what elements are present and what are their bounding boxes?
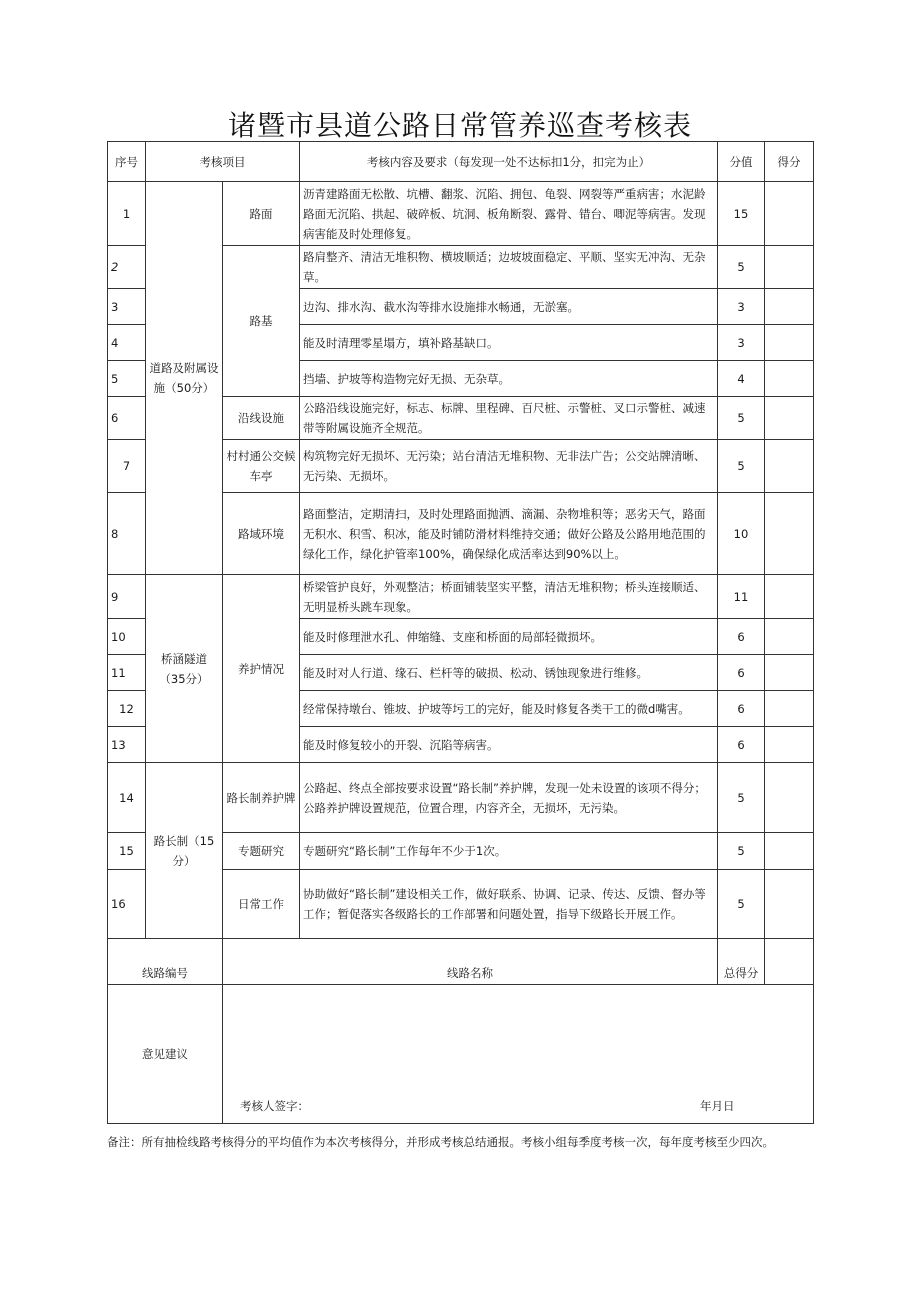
- row-content: 公路起、终点全部按要求设置“路长制”养护牌，发现一处未设置的该项不得分；公路养护牌设置规范，位置合理，内容齐全，无损坏，无污染。: [300, 763, 718, 833]
- row-score: 6: [718, 619, 765, 655]
- row-content: 路肩整齐、清洁无堆积物、横坡顺适；边坡坡面稳定、平顺、坚实无冲沟、无杂草。: [300, 246, 718, 289]
- opinion-label: 意见建议: [108, 985, 223, 1124]
- row-content: 构筑物完好无损坏、无污染；站台清洁无堆积物、无非法广告；公交站牌清晰、无污染、无损坏。: [300, 440, 718, 493]
- row-got: [765, 763, 814, 833]
- row-content: 能及时修理泄水孔、伸缩缝、支座和桥面的局部轻微损坏。: [300, 619, 718, 655]
- row-number: 7: [108, 440, 146, 493]
- row-score: 3: [718, 289, 765, 325]
- row-number: 9: [108, 575, 146, 619]
- row-content: 路面整洁，定期清扫，及时处理路面抛洒、滴漏、杂物堆积等；恶劣天气，路面无积水、积雪、积冰，能及时铺防滑材料维持交通；做好公路及公路用地范围的绿化工作，绿化护管率100%，确保绿化成活率达到90%以上。: [300, 493, 718, 575]
- sub-item: 路域环境: [223, 493, 300, 575]
- row-number: 5: [108, 361, 146, 397]
- row-got: [765, 833, 814, 870]
- header-content: 考核内容及要求（每发现一处不达标扣1分，扣完为止）: [300, 142, 718, 182]
- row-content: 能及时对人行道、缘石、栏杆等的破损、松动、锈蚀现象进行维修。: [300, 655, 718, 691]
- row-number: 14: [108, 763, 146, 833]
- header-item: 考核项目: [146, 142, 300, 182]
- row-number: 15: [108, 833, 146, 870]
- row-got: [765, 691, 814, 727]
- group-roads: 道路及附属设施（50分）: [146, 182, 223, 575]
- header-got: 得分: [765, 142, 814, 182]
- row-got: [765, 361, 814, 397]
- row-content: 桥梁管护良好，外观整洁；桥面铺装坚实平整，清洁无堆积物；桥头连接顺适、无明显桥头跳车现象。: [300, 575, 718, 619]
- row-number: 4: [108, 325, 146, 361]
- route-row: [108, 939, 814, 985]
- sub-item: 沿线设施: [223, 397, 300, 440]
- row-got: [765, 182, 814, 246]
- page-title: 诸暨市县道公路日常管养巡查考核表: [227, 109, 692, 142]
- row-score: 6: [718, 727, 765, 763]
- row-number: 16: [108, 870, 146, 939]
- row-score: 15: [718, 182, 765, 246]
- row-score: 4: [718, 361, 765, 397]
- table-row: [108, 182, 814, 246]
- header-seq: 序号: [108, 142, 146, 182]
- row-number: 6: [108, 397, 146, 440]
- table-row: [108, 575, 814, 619]
- row-number: 2: [108, 246, 146, 289]
- date-label: 年月日: [700, 1099, 735, 1113]
- sub-item: 村村通公交候车亭: [223, 440, 300, 493]
- group-road-chief: 路长制（15分）: [146, 763, 223, 939]
- row-got: [765, 870, 814, 939]
- row-score: 3: [718, 325, 765, 361]
- row-got: [765, 727, 814, 763]
- table-row: [108, 763, 814, 833]
- table-header-row: [108, 142, 814, 182]
- sub-item: 路基: [223, 246, 300, 397]
- sub-item: 专题研究: [223, 833, 300, 870]
- total-score-value[interactable]: [765, 939, 814, 985]
- inspection-table: [107, 141, 814, 1124]
- row-score: 6: [718, 655, 765, 691]
- group-bridges: 桥涵隧道（35分）: [146, 575, 223, 763]
- footnote: 备注：所有抽检线路考核得分的平均值作为本次考核得分，并形成考核总结通报。考核小组每季度考核一次，每年度考核至少四次。: [107, 1135, 774, 1149]
- row-content: 专题研究“路长制”工作每年不少于1次。: [300, 833, 718, 870]
- sub-item: 养护情况: [223, 575, 300, 763]
- row-score: 6: [718, 691, 765, 727]
- row-got: [765, 325, 814, 361]
- row-got: [765, 440, 814, 493]
- row-got: [765, 655, 814, 691]
- row-number: 13: [108, 727, 146, 763]
- signer-label: 考核人签字：: [240, 1099, 309, 1113]
- row-score: 5: [718, 397, 765, 440]
- row-score: 5: [718, 763, 765, 833]
- route-number-label: 线路编号: [108, 939, 223, 985]
- row-got: [765, 619, 814, 655]
- row-number: 1: [108, 182, 146, 246]
- row-number: 11: [108, 655, 146, 691]
- row-number: 8: [108, 493, 146, 575]
- row-content: 公路沿线设施完好，标志、标牌、里程碑、百尺桩、示警桩、叉口示警桩、减速带等附属设施齐全规范。: [300, 397, 718, 440]
- sub-item: 日常工作: [223, 870, 300, 939]
- row-got: [765, 397, 814, 440]
- row-content: 沥青建路面无松散、坑槽、翻浆、沉陷、拥包、龟裂、网裂等严重病害；水泥龄路面无沉陷、拱起、破碎板、坑洞、板角断裂、露骨、错台、唧泥等病害。发现病害能及时处理修复。: [300, 182, 718, 246]
- row-got: [765, 289, 814, 325]
- sub-item: 路面: [223, 182, 300, 246]
- row-content: 能及时清理零星塌方，填补路基缺口。: [300, 325, 718, 361]
- row-number: 3: [108, 289, 146, 325]
- total-score-label: 总得分: [718, 939, 765, 985]
- row-got: [765, 246, 814, 289]
- row-number: 12: [108, 691, 146, 727]
- row-content: 挡墙、护坡等构造物完好无损、无杂草。: [300, 361, 718, 397]
- row-number: 10: [108, 619, 146, 655]
- sub-item: 路长制养护牌: [223, 763, 300, 833]
- row-content: 边沟、排水沟、截水沟等排水设施排水畅通，无淤塞。: [300, 289, 718, 325]
- row-content: 能及时修复较小的开裂、沉陷等病害。: [300, 727, 718, 763]
- header-score: 分值: [718, 142, 765, 182]
- row-got: [765, 575, 814, 619]
- row-content: 协助做好“路长制”建设相关工作，做好联系、协调、记录、传达、反馈、督办等工作；暂促落实各级路长的工作部署和问题处置，指导下级路长开展工作。: [300, 870, 718, 939]
- row-score: 5: [718, 833, 765, 870]
- row-score: 11: [718, 575, 765, 619]
- row-score: 5: [718, 246, 765, 289]
- row-content: 经常保持墩台、锥坡、护坡等圬工的完好，能及时修复各类干工的微d嘴害。: [300, 691, 718, 727]
- row-score: 10: [718, 493, 765, 575]
- row-score: 5: [718, 870, 765, 939]
- row-score: 5: [718, 440, 765, 493]
- row-got: [765, 493, 814, 575]
- route-name-label: 线路名称: [223, 939, 718, 985]
